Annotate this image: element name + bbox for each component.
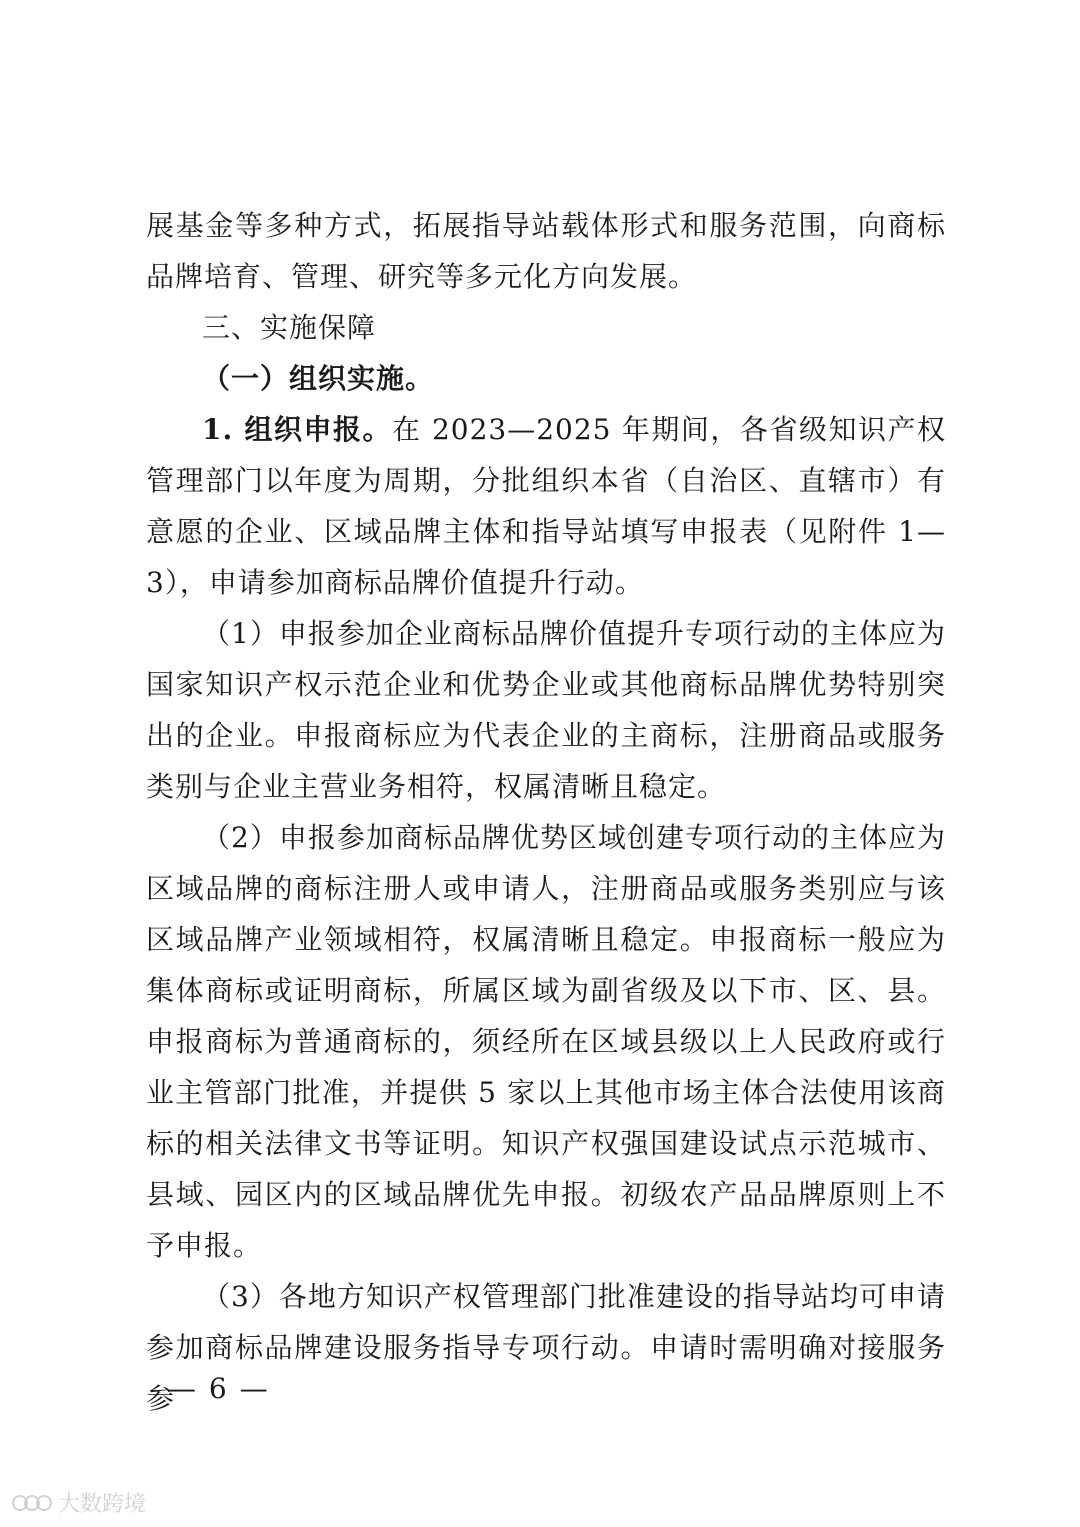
item-1-body: 在 2023—2025 年期间，各省级知识产权管理部门以年度为周期，分批组织本省（自治区、直辖市）有意愿的企业、区域品牌主体和指导站填写申报表（见附件 1—3），申请参加商标品牌价值提升行动。 — [146, 413, 946, 599]
body-text — [146, 200, 946, 1424]
subsection-heading: （一）组织实施。 — [202, 362, 435, 395]
item-1-lead: 1. 组织申报。 — [202, 413, 393, 446]
paragraph-sub-3: （3）各地方知识产权管理部门批准建设的指导站均可申请参加商标品牌建设服务指导专项行动。申请时需明确对接服务参 — [146, 1280, 946, 1415]
watermark-logo-icon — [10, 1491, 54, 1515]
watermark — [10, 1487, 146, 1518]
paragraph-sub-1: （1）申报参加企业商标品牌价值提升专项行动的主体应为国家知识产权示范企业和优势企业或其他商标品牌优势特别突出的企业。申报商标应为代表企业的主商标，注册商品或服务类别与企业主营业务相符，权属清晰且稳定。 — [146, 617, 946, 803]
paragraph-sub-2: （2）申报参加商标品牌优势区域创建专项行动的主体应为区域品牌的商标注册人或申请人，注册商品或服务类别应与该区域品牌产业领域相符，权属清晰且稳定。申报商标一般应为集体商标或证明商标，所属区域为副省级及以下市、区、县。申报商标为普通商标的，须经所在区域县级以上人民政府或行业主管部门批准，并提供 5 家以上其他市场主体合法使用该商标的相关法律文书等证明。知识产权强国建设试点示范城市、县域、园区内的区域品牌优先申报。初级农产品品牌原则上不予申报。 — [146, 821, 946, 1262]
watermark-text: 大数跨境 — [58, 1492, 147, 1517]
section-heading: 三、实施保障 — [202, 311, 377, 344]
paragraph-item-1 — [146, 404, 946, 608]
page-number: — 6 — — [168, 1372, 270, 1405]
paragraph-continuation: 展基金等多种方式，拓展指导站载体形式和服务范围，向商标品牌培育、管理、研究等多元化方向发展。 — [146, 209, 946, 293]
